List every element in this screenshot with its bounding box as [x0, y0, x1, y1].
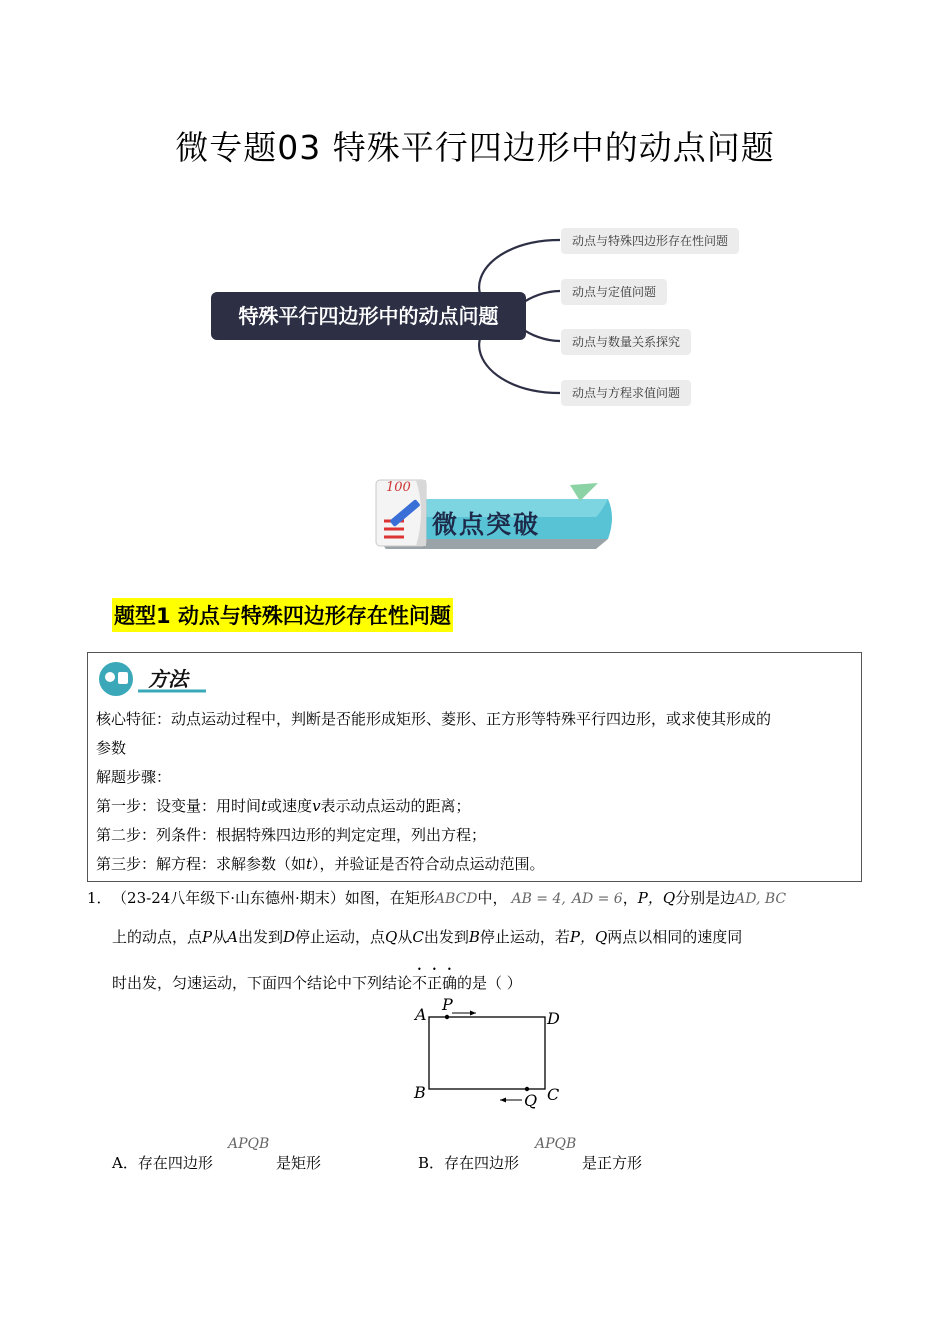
method-line-2: 参数: [96, 739, 127, 757]
question-line-3: 时出发，匀速运动，下面四个结论中下列结论不正确的是（ ）: [112, 974, 522, 992]
page-title: 微专题03 特殊平行四边形中的动点问题: [175, 128, 775, 167]
question-line-1: 1． （23-24八年级下·山东德州·期末）如图，在矩形ABCD中， AB = 4, AD = 6，P，Q分别是边AD, BC: [87, 889, 787, 907]
method-line-3: 解题步骤：: [96, 768, 172, 786]
label-A: A: [415, 1005, 427, 1024]
method-line-5: 第二步：列条件：根据特殊四边形的判定定理，列出方程；: [96, 826, 487, 844]
question-line-2: 上的动点，点P从A出发到D停止运动，点Q从C出发到B停止运动，若P，Q两点以相同的速度同: [112, 928, 743, 946]
method-line-4: 第一步：设变量：用时间t或速度v表示动点运动的距离；: [96, 797, 471, 815]
banner-text: 微点突破: [432, 510, 541, 539]
question-number: 1．: [87, 889, 112, 907]
section-heading: 题型1 动点与特殊四边形存在性问题: [112, 598, 453, 632]
mindmap: [200, 218, 760, 418]
method-box: [87, 652, 862, 882]
mindmap-branch-existence: 动点与特殊四边形存在性问题: [561, 228, 739, 254]
option-b[interactable]: B．存在四边形: [418, 1154, 520, 1172]
emphasis-not-correct: 不正确: [412, 974, 458, 992]
mindmap-root: 特殊平行四边形中的动点问题: [211, 292, 526, 340]
label-Q: Q: [524, 1091, 538, 1110]
method-line-6: 第三步：解方程：求解参数（如t），并验证是否符合动点运动范围。: [96, 855, 545, 873]
mindmap-branch-fixed-value: 动点与定值问题: [561, 279, 667, 305]
option-b-post: 是正方形: [582, 1154, 643, 1172]
option-a-shape: APQB: [228, 1136, 270, 1152]
mindmap-branch-equation: 动点与方程求值问题: [561, 380, 691, 406]
label-B: B: [414, 1083, 426, 1102]
option-b-shape: APQB: [535, 1136, 577, 1152]
weidian-banner: [358, 477, 620, 553]
rectangle-figure: [410, 995, 570, 1115]
label-D: D: [547, 1009, 560, 1028]
method-line-1: 核心特征：动点运动过程中，判断是否能形成矩形、菱形、正方形等特殊平行四边形，或求使其形成的: [96, 710, 772, 728]
method-header: [96, 659, 216, 699]
rectangle-diagram: [410, 995, 570, 1115]
label-P: P: [442, 995, 453, 1014]
label-C: C: [547, 1085, 560, 1104]
option-a[interactable]: A．存在四边形: [112, 1154, 213, 1172]
banner-badge: 100: [386, 480, 411, 495]
mindmap-branch-quantity: 动点与数量关系探究: [561, 329, 691, 355]
method-label: 方法: [148, 667, 188, 691]
option-a-post: 是矩形: [276, 1154, 322, 1172]
